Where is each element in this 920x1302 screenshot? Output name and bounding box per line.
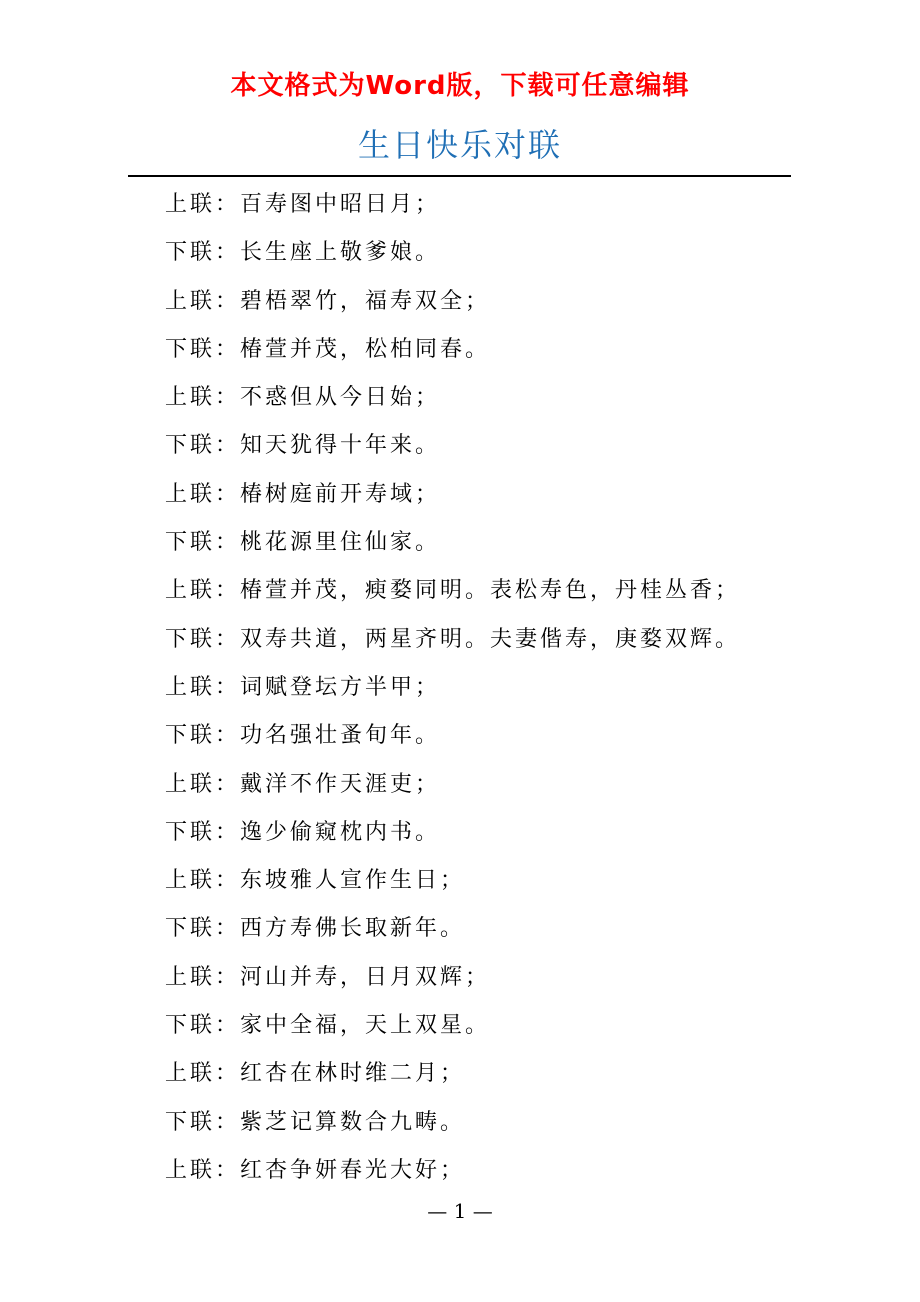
couplet-line: 上联：椿萱并茂，瘐婺同明。表松寿色，丹桂丛香；	[165, 578, 741, 604]
format-notice-banner: 本文格式为Word版，下载可任意编辑	[230, 71, 690, 101]
couplet-line: 上联：红杏争妍春光大好；	[165, 1157, 466, 1183]
couplet-line: 上联：戴洋不作天涯吏；	[165, 771, 441, 797]
couplet-line: 下联：家中全福，天上双星。	[165, 1013, 491, 1039]
couplet-line: 上联：河山并寿，日月双辉；	[165, 964, 491, 990]
couplet-line: 上联：百寿图中昭日月；	[165, 192, 441, 217]
couplet-line: 下联：逸少偷窥枕内书。	[165, 819, 441, 845]
couplet-line: 下联：长生座上敬爹娘。	[165, 240, 441, 266]
couplet-line: 下联：知天犹得十年来。	[165, 433, 441, 459]
couplet-line: 下联：双寿共道，两星齐明。夫妻偕寿，庚婺双辉。	[165, 626, 741, 652]
couplet-list	[165, 181, 785, 1195]
couplet-line: 下联：西方寿佛长取新年。	[165, 916, 466, 942]
page-number: — 1 —	[427, 1199, 493, 1223]
couplet-line: 下联：功名强壮蚤旬年。	[165, 723, 441, 749]
couplet-line: 上联：椿树庭前开寿域；	[165, 481, 441, 507]
couplet-line: 上联：词赋登坛方半甲；	[165, 674, 441, 700]
couplet-line: 上联：红杏在林时维二月；	[165, 1061, 466, 1087]
couplet-line: 上联：碧梧翠竹，福寿双全；	[165, 288, 491, 314]
couplet-line: 下联：椿萱并茂，松柏同春。	[165, 336, 491, 362]
couplet-line: 下联：桃花源里住仙家。	[165, 530, 441, 556]
couplet-line: 下联：紫芝记算数合九畴。	[165, 1109, 466, 1135]
header-divider	[128, 175, 791, 177]
couplet-line: 上联：不惑但从今日始；	[165, 385, 441, 411]
couplet-line: 上联：东坡雅人宣作生日；	[165, 868, 466, 894]
page-title: 生日快乐对联	[357, 126, 562, 164]
